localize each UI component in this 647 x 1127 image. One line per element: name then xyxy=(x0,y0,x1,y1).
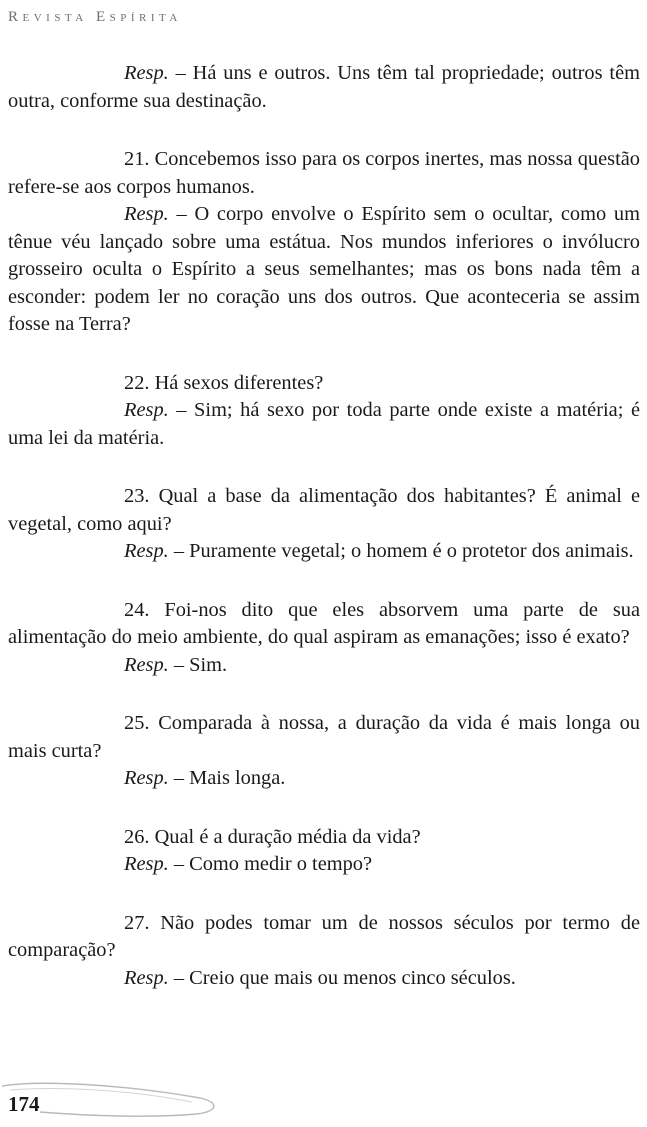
running-head: Revista Espírita xyxy=(8,9,182,25)
question-23: 23. Qual a base da alimentação dos habitantes? É animal e vegetal, como aqui? xyxy=(8,485,640,535)
resp-label: Resp. xyxy=(124,767,169,789)
resp-label: Resp. xyxy=(124,62,169,84)
answer-20 xyxy=(8,60,640,115)
answer-27 xyxy=(8,965,640,993)
page-body xyxy=(8,60,640,992)
resp-label: Resp. xyxy=(124,653,169,676)
answer-text: – Sim. xyxy=(168,653,228,676)
answer-text: – Como medir o tempo? xyxy=(168,853,373,875)
resp-label: Resp. xyxy=(124,540,169,562)
question-21: 21. Concebemos isso para os corpos inertes, mas nossa questão refere-se aos corpos humanos. xyxy=(8,148,640,198)
question-27: 27. Não podes tomar um de nossos séculos por termo de comparação? xyxy=(8,911,640,961)
answer-text: – Puramente vegetal; o homem é o protetor dos animais. xyxy=(168,540,634,562)
resp-label: Resp. xyxy=(124,966,169,989)
resp-label: Resp. xyxy=(124,853,169,875)
question-24: 24. Foi-nos dito que eles absorvem uma parte de sua alimentação do meio ambiente, do qual aspiram as emanações; isso é exato? xyxy=(8,598,640,648)
answer-text: – O corpo envolve o Espírito sem o ocultar, como um tênue véu lançado sobre uma estátua. Nos mundos inferiores o invólucro grosseiro oculta o Espírito a seus semelhantes; mas os bons nada têm a esconder: podem ler no coração uns dos outros. Que aconteceria se assim fosse na Terra? xyxy=(8,203,640,335)
page-number: 174 xyxy=(8,1092,40,1116)
answer-25 xyxy=(8,765,640,793)
answer-text: – Mais longa. xyxy=(168,767,286,789)
resp-label: Resp. xyxy=(124,399,169,421)
answer-23 xyxy=(8,538,640,566)
answer-text: – Há uns e outros. Uns têm tal propriedade; outros têm outra, conforme sua destinação. xyxy=(8,62,640,112)
answer-26 xyxy=(8,851,640,879)
question-26: 26. Qual é a duração média da vida? xyxy=(124,825,421,848)
answer-21 xyxy=(8,201,640,339)
question-25: 25. Comparada à nossa, a duração da vida é mais longa ou mais curta? xyxy=(8,712,640,762)
answer-text: – Sim; há sexo por toda parte onde existe a matéria; é uma lei da matéria. xyxy=(8,399,640,449)
answer-24 xyxy=(8,652,640,680)
answer-22 xyxy=(8,397,640,452)
resp-label: Resp. xyxy=(124,203,169,225)
question-22: 22. Há sexos diferentes? xyxy=(124,371,324,394)
answer-text: – Creio que mais ou menos cinco séculos. xyxy=(168,966,516,989)
